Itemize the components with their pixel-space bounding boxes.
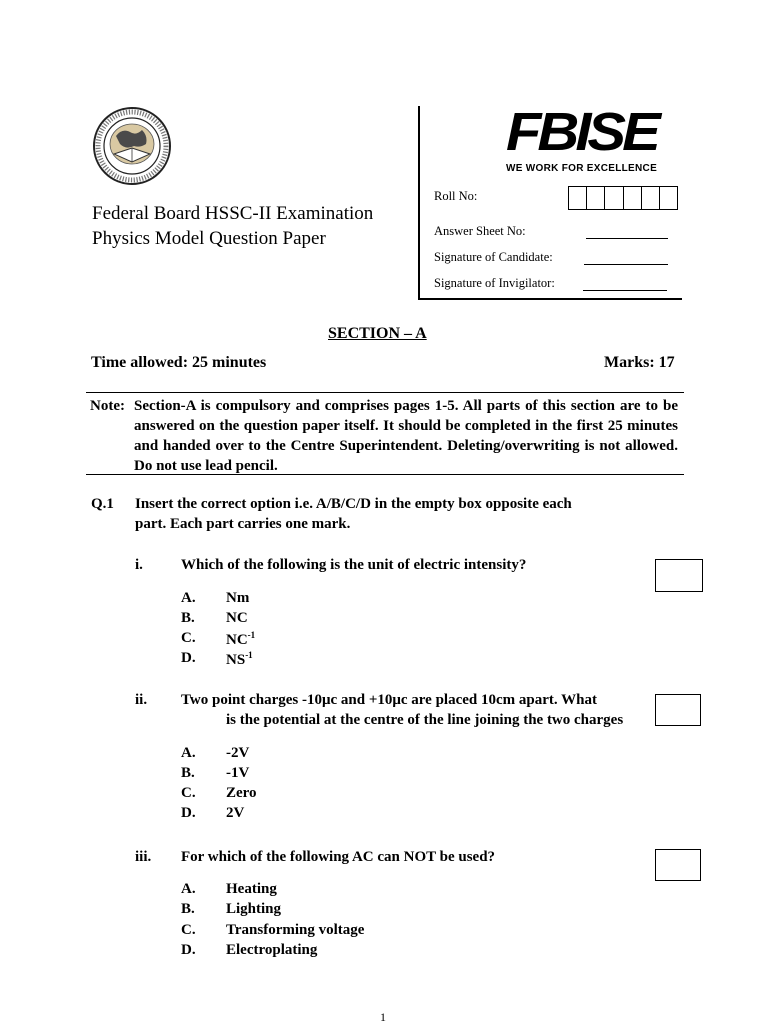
roll-no-input[interactable] xyxy=(568,186,678,210)
time-allowed: Time allowed: 25 minutes xyxy=(91,354,267,371)
exam-title: Federal Board HSSC-II Examination xyxy=(92,203,374,224)
option-superscript: -1 xyxy=(245,650,253,660)
option-letter: B. xyxy=(181,610,195,626)
answer-sheet-field[interactable] xyxy=(586,238,668,239)
fbise-seal-logo xyxy=(92,106,172,186)
signature-candidate-field[interactable] xyxy=(584,264,668,265)
option-letter: A. xyxy=(181,745,196,761)
candidate-info-box xyxy=(418,102,682,300)
option-letter: B. xyxy=(181,765,195,781)
option-text-base: NS xyxy=(226,652,246,668)
seal-icon xyxy=(92,106,172,186)
section-title: SECTION – A xyxy=(328,325,427,342)
option-text: NC xyxy=(226,610,248,626)
option-letter: A. xyxy=(181,881,196,897)
option-text xyxy=(226,630,255,649)
part-question: Which of the following is the unit of electric intensity? xyxy=(181,557,527,573)
option-text: Transforming voltage xyxy=(226,922,365,938)
option-text: -1V xyxy=(226,765,250,781)
answer-box[interactable] xyxy=(655,694,701,726)
part-number: iii. xyxy=(135,849,152,865)
fbise-wordmark: FBISE xyxy=(506,102,657,163)
option-text-base: NC xyxy=(226,632,248,648)
part-question: Two point charges -10μc and +10μc are placed 10cm apart. What xyxy=(181,692,597,708)
signature-candidate-label: Signature of Candidate: xyxy=(434,250,553,264)
answer-box[interactable] xyxy=(655,849,701,881)
option-text xyxy=(226,650,253,669)
option-text: -2V xyxy=(226,745,250,761)
option-text: Lighting xyxy=(226,901,282,917)
question-instruction: Insert the correct option i.e. A/B/C/D in the empty box opposite each xyxy=(135,496,572,512)
part-number: i. xyxy=(135,557,143,573)
fbise-motto: WE WORK FOR EXCELLENCE xyxy=(506,163,658,174)
option-letter: B. xyxy=(181,901,195,917)
option-superscript: -1 xyxy=(247,630,256,640)
signature-invigilator-field[interactable] xyxy=(583,290,667,291)
roll-no-label: Roll No: xyxy=(434,189,478,203)
option-letter: D. xyxy=(181,805,196,821)
roll-no-cell[interactable] xyxy=(605,187,623,209)
note-label: Note: xyxy=(90,398,125,414)
roll-no-cell[interactable] xyxy=(624,187,642,209)
paper-title: Physics Model Question Paper xyxy=(92,228,326,249)
answer-sheet-label: Answer Sheet No: xyxy=(434,224,526,238)
option-letter: A. xyxy=(181,590,196,606)
option-letter: C. xyxy=(181,630,196,646)
question-instruction-cont: part. Each part carries one mark. xyxy=(135,516,351,532)
answer-box[interactable] xyxy=(655,559,703,592)
note-bottom-rule xyxy=(86,474,684,475)
marks: Marks: 17 xyxy=(604,354,675,371)
option-text: 2V xyxy=(226,805,245,821)
page-number: 1 xyxy=(380,1010,386,1024)
roll-no-cell[interactable] xyxy=(569,187,587,209)
part-question-cont: is the potential at the centre of the line joining the two charges xyxy=(226,712,624,728)
roll-no-cell[interactable] xyxy=(642,187,660,209)
roll-no-cell[interactable] xyxy=(587,187,605,209)
option-text: Zero xyxy=(226,785,257,801)
signature-invigilator-label: Signature of Invigilator: xyxy=(434,276,555,290)
note-text: Section-A is compulsory and comprises pages 1-5. All parts of this section are to be answered on the question paper itself. It should be completed in the first 25 minutes and handed over to the Centre Superintendent. Deleting/overwriting is not allowed. Do not use lead pencil. xyxy=(134,398,678,474)
option-letter: D. xyxy=(181,650,196,666)
note-top-rule xyxy=(86,392,684,393)
option-letter: D. xyxy=(181,942,196,958)
part-question: For which of the following AC can NOT be used? xyxy=(181,849,496,865)
option-text: Heating xyxy=(226,881,277,897)
question-number: Q.1 xyxy=(91,496,114,512)
part-number: ii. xyxy=(135,692,148,708)
option-letter: C. xyxy=(181,922,196,938)
option-letter: C. xyxy=(181,785,196,801)
option-text: Electroplating xyxy=(226,942,318,958)
option-text: Nm xyxy=(226,590,250,606)
roll-no-cell[interactable] xyxy=(660,187,677,209)
